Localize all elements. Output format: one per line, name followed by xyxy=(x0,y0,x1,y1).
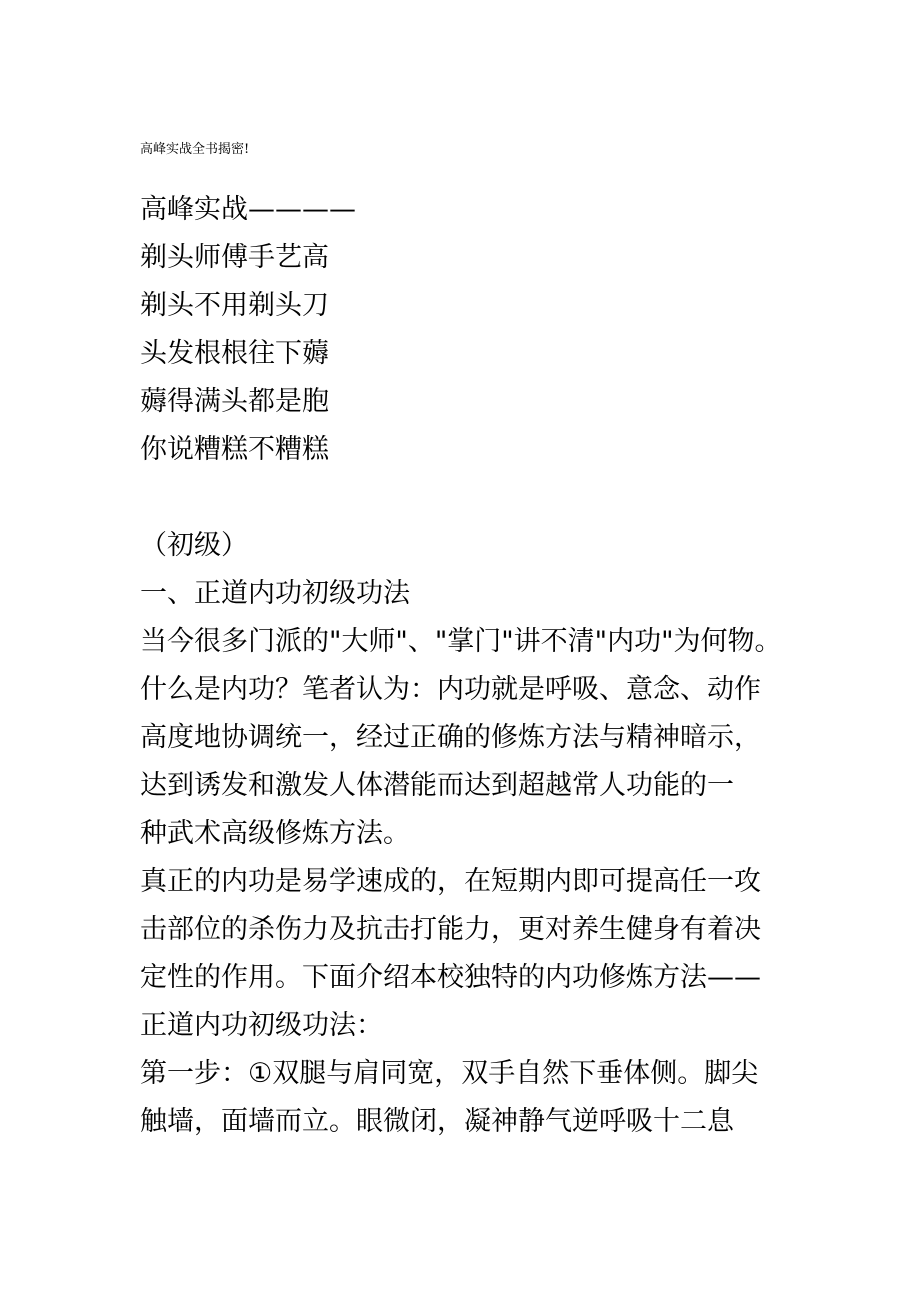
blank-line xyxy=(140,474,782,522)
poem-line: 剃头不用剃头刀 xyxy=(140,290,329,321)
paragraph-line: 当今很多门派的"大师"、"掌门"讲不清"内功"为何物。 xyxy=(140,626,782,657)
poem-line: 头发根根往下薅 xyxy=(140,338,329,369)
poem-line: 你说糟糕不糟糕 xyxy=(140,434,329,465)
section-level: （初级） xyxy=(140,530,248,561)
document-body xyxy=(140,186,782,1146)
step-line: 第一步：①双腿与肩同宽，双手自然下垂体侧。脚尖 xyxy=(140,1058,759,1089)
paragraph-line: 定性的作用。下面介绍本校独特的内功修炼方法—— xyxy=(140,962,761,993)
section-heading: 一、正道内功初级功法 xyxy=(140,578,410,609)
step-line: 触墙，面墙而立。眼微闭，凝神静气逆呼吸十二息 xyxy=(140,1106,734,1137)
paragraph-line: 达到诱发和激发人体潜能而达到超越常人功能的一 xyxy=(140,770,734,801)
poem-line: 剃头师傅手艺高 xyxy=(140,242,329,273)
paragraph-line: 什么是内功？笔者认为：内功就是呼吸、意念、动作 xyxy=(140,674,761,705)
paragraph-line: 高度地协调统一，经过正确的修炼方法与精神暗示， xyxy=(140,722,761,753)
paragraph-line: 种武术高级修炼方法。 xyxy=(140,818,410,849)
paragraph-line: 正道内功初级功法： xyxy=(140,1010,383,1041)
paragraph-line: 击部位的杀伤力及抗击打能力，更对养生健身有着决 xyxy=(140,914,761,945)
poem-title: 高峰实战———— xyxy=(140,194,356,225)
page-header: 高峰实战全书揭密! xyxy=(140,142,250,157)
paragraph-line: 真正的内功是易学速成的，在短期内即可提高任一攻 xyxy=(140,866,761,897)
poem-line: 薅得满头都是胞 xyxy=(140,386,329,417)
